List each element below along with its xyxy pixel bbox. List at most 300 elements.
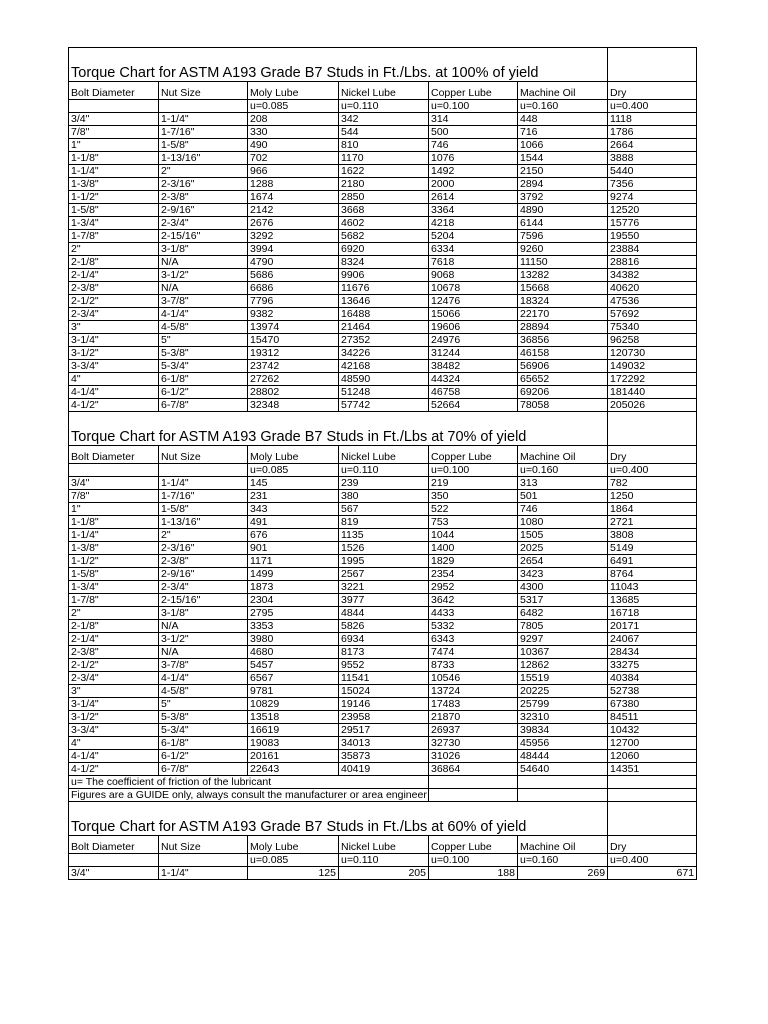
torque-value-cell: 11043	[608, 581, 697, 594]
torque-value-cell: 9906	[339, 269, 429, 282]
bolt-diameter-cell: 1"	[69, 139, 159, 152]
table-row	[69, 568, 697, 581]
section-title: Torque Chart for ASTM A193 Grade B7 Studs in Ft./Lbs at 70% of yield	[69, 412, 608, 446]
nut-size-cell: N/A	[159, 620, 248, 633]
torque-value-cell: 2795	[248, 607, 339, 620]
note-row	[69, 789, 697, 802]
nut-size-cell: 6-7/8"	[159, 763, 248, 776]
torque-value-cell: 3808	[608, 529, 697, 542]
bolt-diameter-cell: 2-1/8"	[69, 256, 159, 269]
bolt-diameter-cell: 1-3/8"	[69, 178, 159, 191]
torque-value-cell: 6334	[429, 243, 518, 256]
torque-value-cell: 5317	[518, 594, 608, 607]
torque-value-cell: 313	[518, 477, 608, 490]
torque-value-cell: 1044	[429, 529, 518, 542]
bolt-diameter-cell: 3-3/4"	[69, 360, 159, 373]
torque-value-cell: 676	[248, 529, 339, 542]
table-row	[69, 373, 697, 386]
torque-value-cell: 78058	[518, 399, 608, 412]
torque-value-cell: 96258	[608, 334, 697, 347]
torque-value-cell: 48444	[518, 750, 608, 763]
torque-value-cell: 2894	[518, 178, 608, 191]
torque-value-cell: 4844	[339, 607, 429, 620]
torque-value-cell: 1873	[248, 581, 339, 594]
table-row	[69, 477, 697, 490]
torque-value-cell: 31244	[429, 347, 518, 360]
bolt-diameter-cell: 7/8"	[69, 126, 159, 139]
bolt-diameter-cell: 1-3/4"	[69, 581, 159, 594]
table-row	[69, 308, 697, 321]
torque-value-cell: 1622	[339, 165, 429, 178]
torque-value-cell: 12700	[608, 737, 697, 750]
torque-value-cell: 65652	[518, 373, 608, 386]
torque-value-cell: 12476	[429, 295, 518, 308]
footnote: u= The coefficient of friction of the lubricant	[69, 776, 429, 789]
torque-value-cell: 9297	[518, 633, 608, 646]
torque-value-cell: 6144	[518, 217, 608, 230]
torque-value-cell: 8324	[339, 256, 429, 269]
bolt-diameter-cell: 1-1/2"	[69, 191, 159, 204]
torque-value-cell: 12060	[608, 750, 697, 763]
torque-value-cell: 34013	[339, 737, 429, 750]
nut-size-cell: 5-3/8"	[159, 347, 248, 360]
torque-value-cell: 3977	[339, 594, 429, 607]
table-row	[69, 490, 697, 503]
column-header: Copper Lube	[429, 836, 518, 854]
nut-size-cell: 3-7/8"	[159, 295, 248, 308]
torque-value-cell: 4218	[429, 217, 518, 230]
torque-value-cell: 8764	[608, 568, 697, 581]
torque-value-cell: 1544	[518, 152, 608, 165]
torque-value-cell: 51248	[339, 386, 429, 399]
column-header: Nickel Lube	[339, 446, 429, 464]
empty-cell	[159, 464, 248, 477]
column-header: Nut Size	[159, 446, 248, 464]
torque-value-cell: 702	[248, 152, 339, 165]
nut-size-cell: 2-3/4"	[159, 581, 248, 594]
torque-value-cell: 52738	[608, 685, 697, 698]
torque-value-cell: 56906	[518, 360, 608, 373]
empty-cell	[159, 854, 248, 867]
torque-value-cell: 5686	[248, 269, 339, 282]
torque-value-cell: 16488	[339, 308, 429, 321]
table-row	[69, 347, 697, 360]
torque-value-cell: 1492	[429, 165, 518, 178]
torque-value-cell: 3292	[248, 230, 339, 243]
torque-table-body	[69, 48, 697, 880]
torque-value-cell: 9781	[248, 685, 339, 698]
torque-value-cell: 4680	[248, 646, 339, 659]
table-row	[69, 607, 697, 620]
torque-value-cell: 33275	[608, 659, 697, 672]
torque-value-cell: 16718	[608, 607, 697, 620]
torque-value-cell: 38482	[429, 360, 518, 373]
empty-cell	[518, 776, 608, 789]
torque-value-cell: 5682	[339, 230, 429, 243]
column-header: Nut Size	[159, 836, 248, 854]
torque-value-cell: 5826	[339, 620, 429, 633]
torque-value-cell: 2654	[518, 555, 608, 568]
table-row	[69, 321, 697, 334]
torque-value-cell: 28816	[608, 256, 697, 269]
torque-value-cell: 314	[429, 113, 518, 126]
bolt-diameter-cell: 2-1/8"	[69, 620, 159, 633]
nut-size-cell: 1-13/16"	[159, 516, 248, 529]
empty-cell	[518, 789, 608, 802]
torque-value-cell: 47536	[608, 295, 697, 308]
table-row	[69, 217, 697, 230]
bolt-diameter-cell: 7/8"	[69, 490, 159, 503]
torque-value-cell: 4890	[518, 204, 608, 217]
torque-value-cell: 39834	[518, 724, 608, 737]
nut-size-cell: 2-3/4"	[159, 217, 248, 230]
torque-value-cell: 966	[248, 165, 339, 178]
torque-value-cell: 57692	[608, 308, 697, 321]
empty-cell	[69, 464, 159, 477]
torque-value-cell: 15776	[608, 217, 697, 230]
coefficient-cell: u=0.160	[518, 100, 608, 113]
torque-value-cell: 10829	[248, 698, 339, 711]
torque-value-cell: 1171	[248, 555, 339, 568]
torque-value-cell: 69206	[518, 386, 608, 399]
torque-value-cell: 149032	[608, 360, 697, 373]
coefficient-cell: u=0.110	[339, 854, 429, 867]
table-row	[69, 282, 697, 295]
torque-value-cell: 3642	[429, 594, 518, 607]
nut-size-cell: 1-1/4"	[159, 113, 248, 126]
torque-value-cell: 20161	[248, 750, 339, 763]
torque-value-cell: 23884	[608, 243, 697, 256]
torque-value-cell: 350	[429, 490, 518, 503]
torque-value-cell: 13518	[248, 711, 339, 724]
torque-value-cell: 5457	[248, 659, 339, 672]
table-row	[69, 737, 697, 750]
table-row	[69, 243, 697, 256]
column-header: Dry	[608, 836, 697, 854]
footnote: Figures are a GUIDE only, always consult the manufacturer or area engineer	[69, 789, 429, 802]
torque-value-cell: 448	[518, 113, 608, 126]
torque-value-cell: 29517	[339, 724, 429, 737]
table-row	[69, 360, 697, 373]
nut-size-cell: N/A	[159, 646, 248, 659]
torque-value-cell: 746	[518, 503, 608, 516]
bolt-diameter-cell: 3/4"	[69, 113, 159, 126]
torque-value-cell: 12520	[608, 204, 697, 217]
table-row	[69, 139, 697, 152]
torque-value-cell: 716	[518, 126, 608, 139]
table-row	[69, 178, 697, 191]
torque-value-cell: 42168	[339, 360, 429, 373]
torque-value-cell: 1829	[429, 555, 518, 568]
column-header: Moly Lube	[248, 836, 339, 854]
torque-value-cell: 84511	[608, 711, 697, 724]
table-row	[69, 867, 697, 880]
torque-value-cell: 1995	[339, 555, 429, 568]
table-row	[69, 126, 697, 139]
torque-value-cell: 75340	[608, 321, 697, 334]
torque-value-cell: 27352	[339, 334, 429, 347]
torque-value-cell: 753	[429, 516, 518, 529]
nut-size-cell: 5-3/4"	[159, 360, 248, 373]
torque-value-cell: 45956	[518, 737, 608, 750]
title-spacer-cell	[608, 412, 697, 446]
bolt-diameter-cell: 1-1/4"	[69, 529, 159, 542]
nut-size-cell: 2"	[159, 529, 248, 542]
bolt-diameter-cell: 2-3/8"	[69, 646, 159, 659]
nut-size-cell: 1-7/16"	[159, 126, 248, 139]
torque-value-cell: 2000	[429, 178, 518, 191]
table-row	[69, 256, 697, 269]
torque-value-cell: 2567	[339, 568, 429, 581]
torque-value-cell: 342	[339, 113, 429, 126]
table-row	[69, 659, 697, 672]
torque-value-cell: 21464	[339, 321, 429, 334]
table-row	[69, 685, 697, 698]
torque-value-cell: 671	[608, 867, 697, 880]
nut-size-cell: 4-1/4"	[159, 672, 248, 685]
torque-value-cell: 269	[518, 867, 608, 880]
torque-value-cell: 188	[429, 867, 518, 880]
torque-value-cell: 6482	[518, 607, 608, 620]
torque-value-cell: 2850	[339, 191, 429, 204]
torque-value-cell: 13974	[248, 321, 339, 334]
torque-value-cell: 14351	[608, 763, 697, 776]
nut-size-cell: 2-3/8"	[159, 555, 248, 568]
torque-value-cell: 6686	[248, 282, 339, 295]
table-row	[69, 295, 697, 308]
torque-value-cell: 5204	[429, 230, 518, 243]
column-header-row	[69, 82, 697, 100]
table-row	[69, 165, 697, 178]
torque-value-cell: 21870	[429, 711, 518, 724]
table-row	[69, 503, 697, 516]
torque-value-cell: 205026	[608, 399, 697, 412]
torque-value-cell: 491	[248, 516, 339, 529]
torque-value-cell: 2614	[429, 191, 518, 204]
coefficient-row	[69, 100, 697, 113]
table-row	[69, 113, 697, 126]
torque-value-cell: 205	[339, 867, 429, 880]
bolt-diameter-cell: 1-5/8"	[69, 204, 159, 217]
bolt-diameter-cell: 1-5/8"	[69, 568, 159, 581]
torque-value-cell: 2721	[608, 516, 697, 529]
bolt-diameter-cell: 4-1/4"	[69, 386, 159, 399]
table-row	[69, 581, 697, 594]
coefficient-row	[69, 464, 697, 477]
section-title-row	[69, 802, 697, 836]
nut-size-cell: 5-3/8"	[159, 711, 248, 724]
bolt-diameter-cell: 4-1/2"	[69, 399, 159, 412]
torque-value-cell: 35873	[339, 750, 429, 763]
torque-value-cell: 11676	[339, 282, 429, 295]
torque-value-cell: 19146	[339, 698, 429, 711]
torque-value-cell: 7474	[429, 646, 518, 659]
nut-size-cell: 3-1/2"	[159, 269, 248, 282]
torque-value-cell: 24067	[608, 633, 697, 646]
torque-value-cell: 7796	[248, 295, 339, 308]
table-row	[69, 724, 697, 737]
torque-value-cell: 9552	[339, 659, 429, 672]
torque-chart-sheet	[68, 47, 697, 880]
table-row	[69, 334, 697, 347]
bolt-diameter-cell: 4"	[69, 737, 159, 750]
nut-size-cell: N/A	[159, 282, 248, 295]
table-row	[69, 516, 697, 529]
torque-value-cell: 343	[248, 503, 339, 516]
torque-value-cell: 27262	[248, 373, 339, 386]
torque-value-cell: 10546	[429, 672, 518, 685]
torque-value-cell: 810	[339, 139, 429, 152]
nut-size-cell: 1-13/16"	[159, 152, 248, 165]
empty-cell	[159, 100, 248, 113]
empty-cell	[69, 854, 159, 867]
bolt-diameter-cell: 1-7/8"	[69, 594, 159, 607]
bolt-diameter-cell: 3-1/4"	[69, 334, 159, 347]
torque-value-cell: 1786	[608, 126, 697, 139]
coefficient-cell: u=0.110	[339, 464, 429, 477]
torque-value-cell: 490	[248, 139, 339, 152]
torque-value-cell: 2142	[248, 204, 339, 217]
coefficient-cell: u=0.110	[339, 100, 429, 113]
torque-value-cell: 3888	[608, 152, 697, 165]
torque-value-cell: 28434	[608, 646, 697, 659]
nut-size-cell: 2-3/8"	[159, 191, 248, 204]
bolt-diameter-cell: 3-1/2"	[69, 347, 159, 360]
torque-value-cell: 4433	[429, 607, 518, 620]
torque-value-cell: 7596	[518, 230, 608, 243]
torque-value-cell: 19550	[608, 230, 697, 243]
torque-value-cell: 6920	[339, 243, 429, 256]
nut-size-cell: 1-1/4"	[159, 477, 248, 490]
bolt-diameter-cell: 3-3/4"	[69, 724, 159, 737]
torque-value-cell: 5332	[429, 620, 518, 633]
coefficient-cell: u=0.100	[429, 464, 518, 477]
torque-value-cell: 2952	[429, 581, 518, 594]
torque-value-cell: 819	[339, 516, 429, 529]
torque-value-cell: 13282	[518, 269, 608, 282]
torque-value-cell: 3353	[248, 620, 339, 633]
coefficient-cell: u=0.400	[608, 100, 697, 113]
torque-value-cell: 23742	[248, 360, 339, 373]
column-header-row	[69, 836, 697, 854]
empty-cell	[429, 789, 518, 802]
section-title: Torque Chart for ASTM A193 Grade B7 Studs in Ft./Lbs. at 100% of yield	[69, 48, 608, 82]
torque-value-cell: 28802	[248, 386, 339, 399]
column-header: Bolt Diameter	[69, 82, 159, 100]
nut-size-cell: 5"	[159, 334, 248, 347]
torque-value-cell: 6343	[429, 633, 518, 646]
torque-value-cell: 2676	[248, 217, 339, 230]
torque-value-cell: 32310	[518, 711, 608, 724]
nut-size-cell: 6-1/8"	[159, 373, 248, 386]
torque-value-cell: 11541	[339, 672, 429, 685]
torque-value-cell: 522	[429, 503, 518, 516]
torque-value-cell: 239	[339, 477, 429, 490]
column-header-row	[69, 446, 697, 464]
bolt-diameter-cell: 3-1/2"	[69, 711, 159, 724]
torque-value-cell: 8733	[429, 659, 518, 672]
torque-value-cell: 19606	[429, 321, 518, 334]
empty-cell	[608, 789, 697, 802]
torque-value-cell: 501	[518, 490, 608, 503]
coefficient-row	[69, 854, 697, 867]
torque-value-cell: 48590	[339, 373, 429, 386]
nut-size-cell: 3-1/2"	[159, 633, 248, 646]
torque-value-cell: 125	[248, 867, 339, 880]
torque-value-cell: 26937	[429, 724, 518, 737]
table-row	[69, 542, 697, 555]
coefficient-cell: u=0.160	[518, 464, 608, 477]
torque-value-cell: 901	[248, 542, 339, 555]
torque-value-cell: 782	[608, 477, 697, 490]
table-row	[69, 711, 697, 724]
torque-value-cell: 44324	[429, 373, 518, 386]
column-header: Nut Size	[159, 82, 248, 100]
table-row	[69, 399, 697, 412]
nut-size-cell: 6-1/2"	[159, 386, 248, 399]
torque-value-cell: 5149	[608, 542, 697, 555]
table-row	[69, 620, 697, 633]
torque-value-cell: 544	[339, 126, 429, 139]
torque-value-cell: 3994	[248, 243, 339, 256]
title-spacer-cell	[608, 802, 697, 836]
torque-value-cell: 10367	[518, 646, 608, 659]
torque-value-cell: 36856	[518, 334, 608, 347]
nut-size-cell: 1-5/8"	[159, 139, 248, 152]
torque-value-cell: 2180	[339, 178, 429, 191]
torque-value-cell: 12862	[518, 659, 608, 672]
torque-value-cell: 15668	[518, 282, 608, 295]
torque-value-cell: 7356	[608, 178, 697, 191]
torque-value-cell: 28894	[518, 321, 608, 334]
table-row	[69, 646, 697, 659]
torque-value-cell: 40384	[608, 672, 697, 685]
torque-value-cell: 1118	[608, 113, 697, 126]
bolt-diameter-cell: 2"	[69, 607, 159, 620]
column-header: Copper Lube	[429, 82, 518, 100]
coefficient-cell: u=0.085	[248, 100, 339, 113]
bolt-diameter-cell: 4-1/4"	[69, 750, 159, 763]
coefficient-cell: u=0.160	[518, 854, 608, 867]
torque-value-cell: 20225	[518, 685, 608, 698]
bolt-diameter-cell: 2-1/4"	[69, 633, 159, 646]
torque-value-cell: 67380	[608, 698, 697, 711]
torque-value-cell: 34382	[608, 269, 697, 282]
torque-value-cell: 3423	[518, 568, 608, 581]
torque-value-cell: 13646	[339, 295, 429, 308]
torque-value-cell: 13724	[429, 685, 518, 698]
torque-value-cell: 13685	[608, 594, 697, 607]
bolt-diameter-cell: 1-3/4"	[69, 217, 159, 230]
column-header: Dry	[608, 82, 697, 100]
bolt-diameter-cell: 3/4"	[69, 867, 159, 880]
torque-value-cell: 16619	[248, 724, 339, 737]
bolt-diameter-cell: 1-1/8"	[69, 152, 159, 165]
torque-value-cell: 330	[248, 126, 339, 139]
nut-size-cell: 5-3/4"	[159, 724, 248, 737]
table-row	[69, 386, 697, 399]
bolt-diameter-cell: 3"	[69, 685, 159, 698]
column-header: Machine Oil	[518, 836, 608, 854]
nut-size-cell: 5"	[159, 698, 248, 711]
bolt-diameter-cell: 1-3/8"	[69, 542, 159, 555]
torque-value-cell: 3980	[248, 633, 339, 646]
torque-value-cell: 120730	[608, 347, 697, 360]
torque-value-cell: 1526	[339, 542, 429, 555]
table-row	[69, 698, 697, 711]
nut-size-cell: N/A	[159, 256, 248, 269]
torque-value-cell: 18324	[518, 295, 608, 308]
